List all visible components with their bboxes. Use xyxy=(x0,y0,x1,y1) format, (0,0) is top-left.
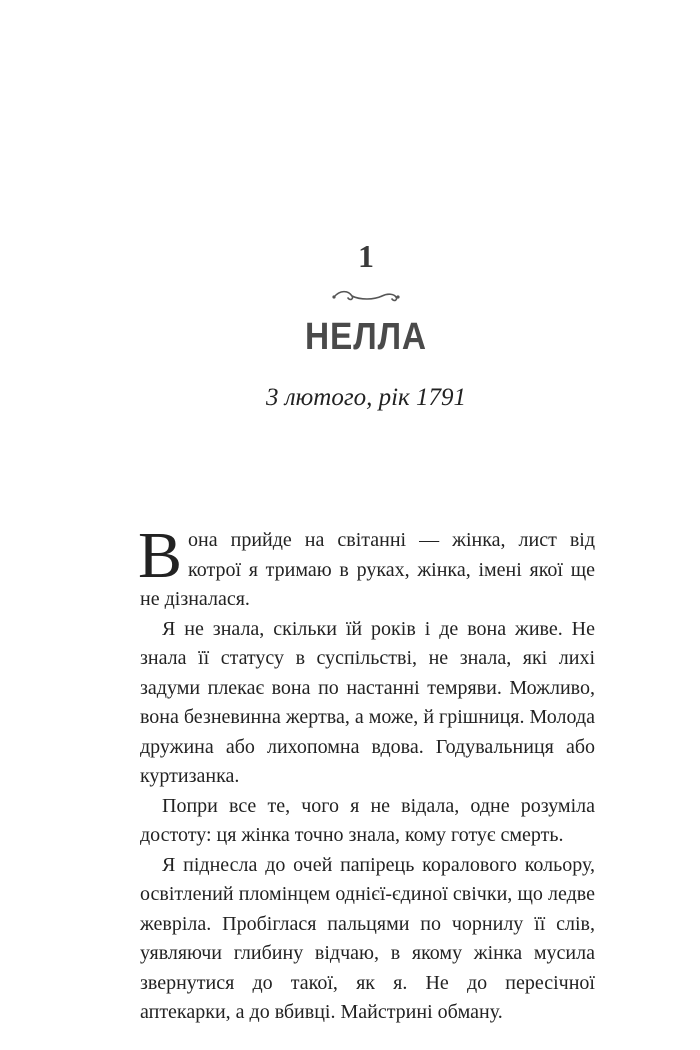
paragraph-2: Я не знала, скільки їй років і де вона живе. Не знала її статусу в суспільстві, не знала, які лихі задуми плекає вона по настанні темряви. Можливо, вона безневинна жертва, а може, й грішниця. Молода дружина або лихопомна вдова. Годувальниця або куртизанка. xyxy=(140,617,595,787)
chapter-number: 1 xyxy=(358,238,374,274)
paragraph-1 xyxy=(138,519,595,615)
paragraph-4: Я піднесла до очей папірець коралового кольору, освітлений пломінцем однієї-єдиної свічки, що ледве жевріла. Пробіглася пальцями по чорнилу її слів, уявляючи глибину відчаю, в якому жінка мусила звернутися до такої, як я. Не до пересічної аптекарки, а до вбивці. Майстрині обману. xyxy=(140,853,595,1023)
chapter-body xyxy=(138,519,595,1028)
paragraph-1-text: она прийде на світанні — жінка, лист від котрої я тримаю в руках, жінка, імені якої ще не дізналася. xyxy=(140,529,595,610)
paragraph-3: Попри все те, чого я не відала, одне розуміла достоту: ця жінка точно знала, кому готує смерть. xyxy=(140,794,595,846)
chapter-date: 3 лютого, рік 1791 xyxy=(266,384,466,411)
drop-cap: В xyxy=(138,519,183,592)
chapter-title: НЕЛЛА xyxy=(305,316,427,358)
flourish-divider-icon xyxy=(330,287,402,307)
